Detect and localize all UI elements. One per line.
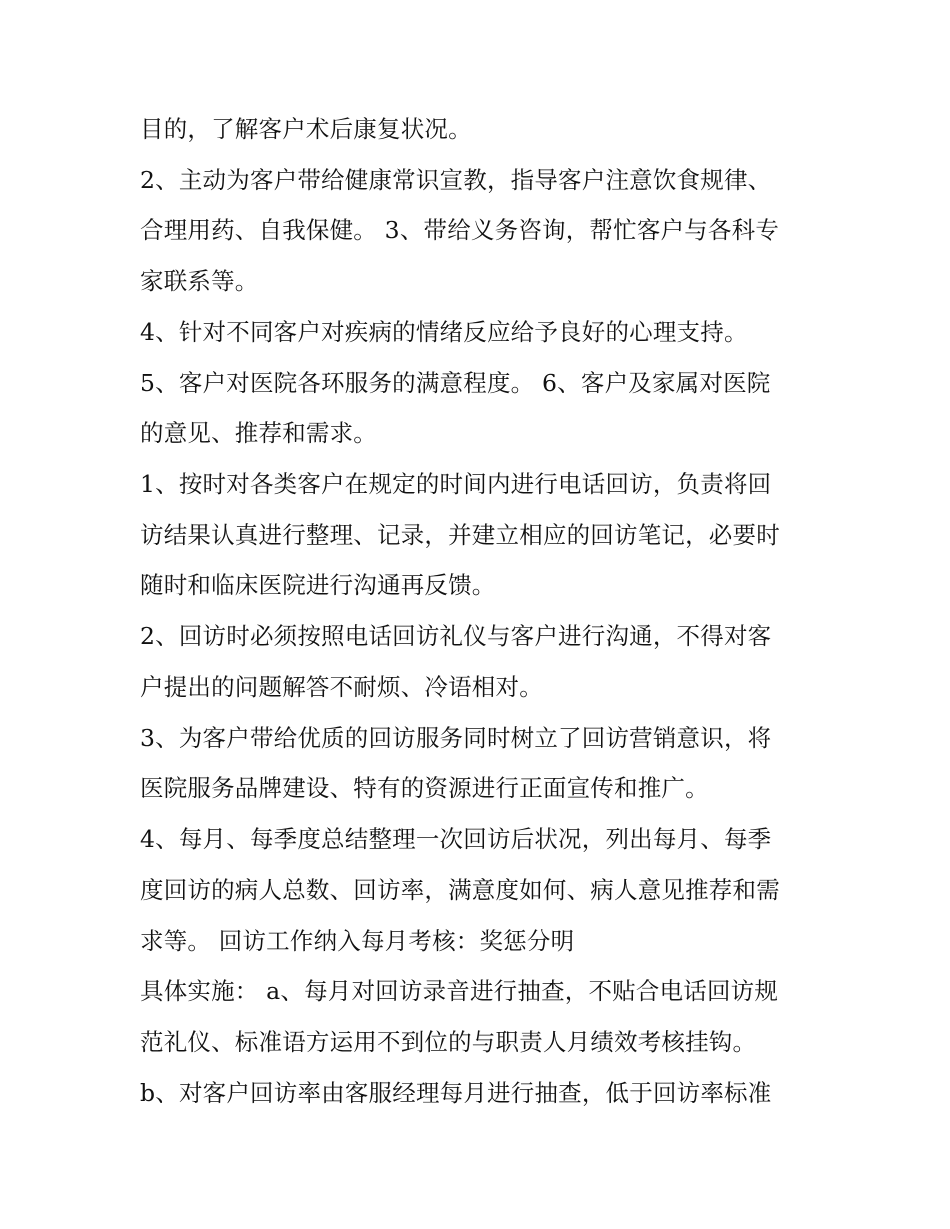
text-line: 2、主动为客户带给健康常识宣教，指导客户注意饮食规律、 bbox=[140, 166, 772, 194]
text-line: 5、客户对医院各环服务的满意程度。 6、客户及家属对医院 bbox=[140, 369, 771, 397]
text-line: 访结果认真进行整理、记录，并建立相应的回访笔记，必要时 bbox=[140, 521, 780, 549]
text-line: 户提出的问题解答不耐烦、冷语相对。 bbox=[140, 673, 543, 701]
text-line: 医院服务品牌建设、特有的资源进行正面宣传和推广。 bbox=[140, 774, 709, 802]
text-line: 求等。 回访工作纳入每月考核：奖惩分明 bbox=[140, 927, 575, 955]
text-line: 具体实施： a、每月对回访录音进行抽查，不贴合电话回访规 bbox=[140, 977, 779, 1005]
text-line: 随时和临床医院进行沟通再反馈。 bbox=[140, 571, 496, 599]
text-line: b、对客户回访率由客服经理每月进行抽查，低于回访率标准 bbox=[140, 1079, 772, 1107]
text-line: 4、针对不同客户对疾病的情绪反应给予良好的心理支持。 bbox=[140, 318, 748, 346]
text-line: 1、按时对各类客户在规定的时间内进行电话回访，负责将回 bbox=[140, 470, 772, 498]
text-line: 的意见、推荐和需求。 bbox=[140, 419, 377, 447]
text-line: 范礼仪、标准语方运用不到位的与职责人月绩效考核挂钩。 bbox=[140, 1028, 757, 1056]
text-line: 4、每月、每季度总结整理一次回访后状况，列出每月、每季 bbox=[140, 825, 772, 853]
text-line: 度回访的病人总数、回访率，满意度如何、病人意见推荐和需 bbox=[140, 876, 780, 904]
text-line: 家联系等。 bbox=[140, 267, 259, 295]
text-line: 3、为客户带给优质的回访服务同时树立了回访营销意识，将 bbox=[140, 724, 772, 752]
text-line: 目的，了解客户术后康复状况。 bbox=[140, 115, 472, 143]
text-line: 合理用药、自我保健。 3、带给义务咨询，帮忙客户与各科专 bbox=[140, 216, 780, 244]
text-line: 2、回访时必须按照电话回访礼仪与客户进行沟通，不得对客 bbox=[140, 622, 772, 650]
